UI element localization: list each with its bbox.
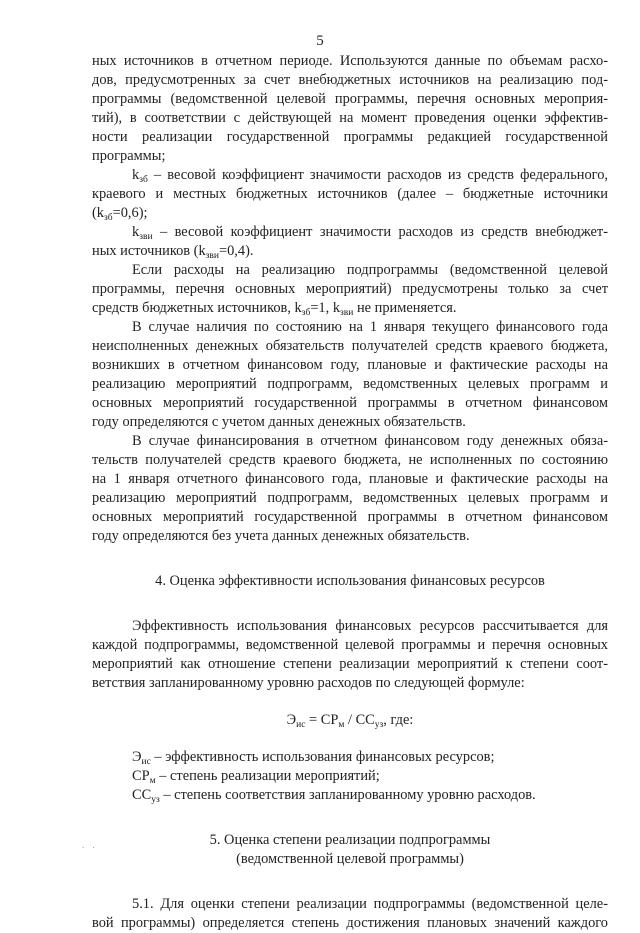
text-line: основных мероприятий государственной программы в отчетном финансовом xyxy=(92,509,608,525)
text-line: краевого и местных бюджетных источников (далее – бюджетные источники xyxy=(92,186,608,202)
definition-line: $СС_{уз}$ – степень соответствия запланированному уровню расходов. xyxy=(132,787,536,805)
text-line: 5.1. Для оценки степени реализации подпрограммы (ведомственной целе- xyxy=(132,896,608,912)
paragraph-financing-obligations xyxy=(92,432,608,546)
paragraph-5-1 xyxy=(92,895,608,933)
body-text xyxy=(92,52,608,933)
definition-k-extrabudget xyxy=(92,223,608,261)
text-line: программы; xyxy=(92,148,166,164)
text-line: году определяются с учетом данных денежных обязательств. xyxy=(92,414,466,430)
text-line: В случае наличия по состоянию на 1 января текущего финансового года xyxy=(132,319,608,335)
text-line: вой программы) определяется степень достижения плановых значений каждого xyxy=(92,915,608,931)
scan-artifact: . . xyxy=(82,840,98,850)
text-line: году определяются без учета данных денежных обязательств. xyxy=(92,528,470,544)
definition-line: $Э_{ис}$ – эффективность использования финансовых ресурсов; xyxy=(132,749,495,767)
text-line: тельств получателей средств краевого бюджета, не исполненных по состоянию xyxy=(92,452,608,468)
text-line: возникших в отчетном финансовом году, плановые и фактические расходы на xyxy=(92,357,608,373)
text-line: основных мероприятий государственной программы в отчетном финансовом xyxy=(92,395,608,411)
section-5-heading: 5. Оценка степени реализации подпрограммы xyxy=(209,832,491,848)
formula-definitions xyxy=(92,748,608,805)
paragraph-unfulfilled-obligations xyxy=(92,318,608,432)
definition-k-budget xyxy=(92,166,608,223)
text-line: реализацию мероприятий подпрограмм, ведомственных целевых программ и xyxy=(92,376,608,392)
text-line: реализацию мероприятий подпрограмм, ведомственных целевых программ и xyxy=(92,490,608,506)
paragraph-budget-only xyxy=(92,261,608,318)
text-line: дов, предусмотренных за счет внебюджетных источников на реализацию под- xyxy=(92,72,608,88)
text-line: каждой подпрограммы, ведомственной целевой программы и перечня основных xyxy=(92,637,608,653)
paragraph-efficiency xyxy=(92,617,608,693)
text-line: ности реализации государственной программы редакцией государственной xyxy=(92,129,608,145)
text-line: $k_{зб}$ – весовой коэффициент значимости расходов из средств федерального, xyxy=(132,167,608,185)
text-line: $(k_{зб}=0,6)$; xyxy=(92,205,148,223)
text-line: В случае финансирования в отчетном финансовом году денежных обяза- xyxy=(132,433,608,449)
page-number: 5 xyxy=(316,33,324,49)
text-line: ветствия запланированному уровню расходов по следующей формуле: xyxy=(92,675,525,691)
text-line: неисполненных денежных обязательств получателей средств краевого бюджета, xyxy=(92,338,608,354)
text-line: средств бюджетных источников, $k_{зб}=1$, $k_{зви}$ не применяется. xyxy=(92,300,457,318)
text-line: Если расходы на реализацию подпрограммы (ведомственной целевой xyxy=(132,262,608,278)
paragraph-extrabudget-sources xyxy=(92,52,608,166)
text-line: на 1 января отчетного финансового года, плановые и фактические расходы на xyxy=(92,471,608,487)
text-line: тий), в соответствии с действующей на момент проведения оценки эффектив- xyxy=(92,110,608,126)
definition-line: $СР_м$ – степень реализации мероприятий; xyxy=(132,768,380,786)
text-line: $k_{зви}$ – весовой коэффициент значимости расходов из средств внебюджет- xyxy=(132,224,608,242)
text-line: мероприятий как отношение степени реализации мероприятий к степени соот- xyxy=(92,656,608,672)
section-5-subheading: (ведомственной целевой программы) xyxy=(236,851,464,867)
text-line: программы (ведомственной целевой программы, перечня основных мероприя- xyxy=(92,91,608,107)
section-4-heading: 4. Оценка эффективности использования финансовых ресурсов xyxy=(155,573,545,589)
text-line: ных источников $(k_{зви}=0,4)$. xyxy=(92,243,254,261)
text-line: ных источников в отчетном периоде. Используются данные по объемам расхо- xyxy=(92,53,608,69)
efficiency-formula: $Э_{ис} = СР_м / СС_{уз}$, где: xyxy=(286,712,414,730)
text-line: программы, перечня основных мероприятий) предусмотрены только за счет xyxy=(92,281,608,297)
text-line: Эффективность использования финансовых ресурсов рассчитывается для xyxy=(132,618,608,634)
